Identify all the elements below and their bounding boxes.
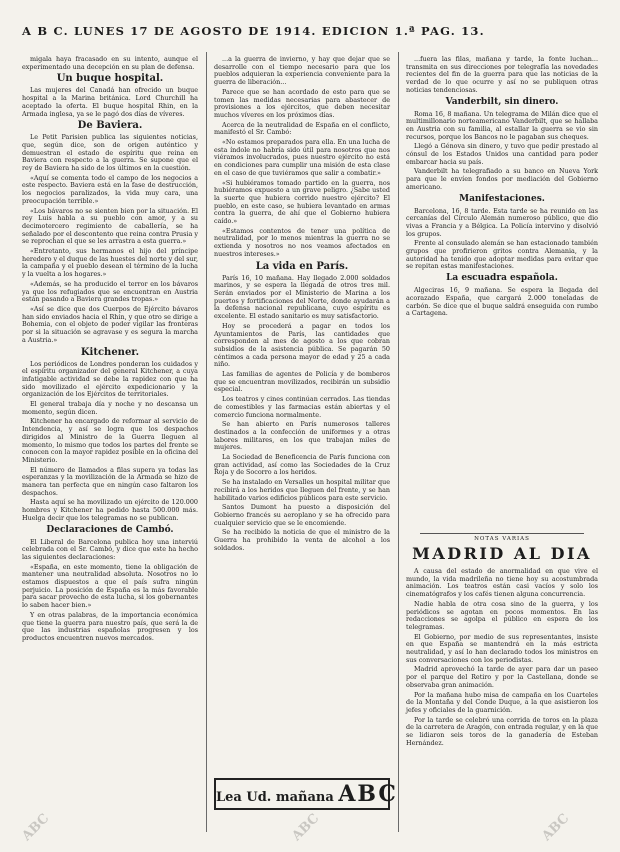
watermark: ABC [289, 810, 323, 845]
article-paragraph: Se han abierto en París numerosos talleres destinados a la confección de uniformes y a otras labores militares, en los que trabajan miles de mujeres. [214, 420, 390, 452]
article-paragraph: ...fuera las filas, mañana y tarde, la fonte luchan... transmita en sus direcciones por telegrafía las novedades recientes del fin de la guerra para que las noticias de la verdad de lo que ocurre y así no se publiquen otras noticias tendenciosas. [406, 55, 598, 94]
article-paragraph: Las familias de agentes de Policía y de bomberos que se encuentran movilizados, recibirán un subsidio especial. [214, 370, 390, 394]
section-heading: La escuadra española. [446, 273, 558, 284]
article-paragraph: Los periódicos de Londres ponderan los cuidados y el espíritu organizador del general Kitchener, a cuya infatigable actividad se debe la rapidez con que ha sido movilizado el ejército expedicionario y la organización de los Ejércitos de territoriales. [22, 359, 198, 399]
section-heading: Kitchener. [80, 346, 140, 358]
article-paragraph: Parece que se han acordado de esto para que se tomen las medidas necesarias para abastecer de provisiones a los ejércitos, que deben necesitar muchos víveres en los próximos días. [214, 87, 390, 119]
article-paragraph: Kitchener ha encargado de reformar al servicio de Intendencia, y así se logra que los despachos dirigidos al Ministro de la Guerra lleguen al momento, lo mismo que todos los partes del frente se conocen con la mayor rapidez posible en la oficina del Ministerio. [22, 417, 198, 464]
article-paragraph: Llegó a Génova sin dinero, y tuvo que pedir prestado al cónsul de los Estados Unidos una cantidad para poder embarcar hacia su país. [406, 142, 598, 166]
article-paragraph: Madrid aprovechó la tarde de ayer para dar un paseo por el parque del Retiro y por la Castellana, donde se observaba gran animación. [406, 665, 598, 689]
column-1 [22, 56, 198, 836]
article-paragraph: Acerca de la neutralidad de España en el conflicto, manifestó el Sr. Cambó: [214, 120, 390, 137]
article-paragraph: París 16, 10 mañana. Hay llegado 2.000 soldados marinos, y se espera la llegada de otros tres mil. Serán enviados por el Ministerio de Marina a los puertos y fortificaciones del Norte, donde ayudarán a la defensa nacional republicana, cuyo espíritu es excelente. El estado sanitario es muy satisfactorio. [214, 273, 390, 321]
article-paragraph: Se ha instalado en Versalles un hospital militar que recibirá a los heridos que lleguen del frente, y se han habilitado varios edificios públicos para este servicio. [214, 478, 390, 502]
article-paragraph: Roma 16, 8 mañana. Un telegrama de Milán dice que el multimillonario norteamericano Vanderbilt, que se hallaba en Austria con su familia, al estallar la guerra se vio sin recursos, porque los Bancos no le pagaban sus cheques. [406, 109, 598, 141]
section-heading: Un buque hospital. [56, 73, 164, 85]
watermark: ABC [19, 810, 53, 845]
article-paragraph: «Además, se ha producido el terror en los bávaros ya que los refugiados que se encuentran en Austria están pasando a Baviera grandes tropas.» [22, 279, 198, 304]
watermark: ABC [539, 810, 573, 845]
article-paragraph: «Si hubiéramos tomado partido en la guerra, nos hubiéramos expuesto a un grave peligro. ¿Sabe usted la suerte que hubiera corrido nuestro ejército? El pueblo, en este caso, se hubiera levantado en armas contra la guerra, de ahí que el Gobierno hubiera caído.» [214, 178, 390, 226]
madrid-column [406, 568, 598, 832]
article-paragraph: «Así se dice que dos Cuerpos de Ejército bávaros han sido enviados hacia el Rhin, y que otro se dirige a Bohemia, con el objeto de poder vigilar las fronteras por si la situación se agravase y es segura la marcha a Austria.» [22, 304, 198, 344]
section-heading: Vanderbilt, sin dinero. [445, 96, 559, 107]
article-paragraph: A causa del estado de anormalidad en que vive el mundo, la vida madrileña no tiene hoy su acostumbrada animación. Los teatros están casi vacíos y solo los cinematógrafos y los cafés tienen alguna concurrencia. [406, 567, 598, 599]
section-heading: Manifestaciones. [459, 193, 545, 204]
article-paragraph: Por la tarde se celebró una corrida de toros en la plaza de la carretera de Aragón, con entrada regular, y en la que se lidiaron seis toros de la ganadería de Esteban Hernández. [406, 715, 598, 747]
article-paragraph: Y en otras palabras, de la importancia económica que tiene la guerra para nuestro país, que será la de que las industrias españolas progresen y los productos encuentren nuevos mercados. [22, 610, 198, 642]
column-divider [398, 52, 399, 832]
column-divider [206, 52, 207, 832]
madrid-al-dia-title: MADRID AL DIA [412, 544, 592, 563]
page-header: A B C. LUNES 17 DE AGOSTO DE 1914. EDICION 1.ª PAG. 13. [22, 24, 485, 38]
article-paragraph: El general trabaja día y noche y no descansa un momento, según dicen. [22, 400, 198, 416]
ad-prefix: Lea Ud. mañana [216, 790, 334, 805]
section-label: NOTAS VARIAS [474, 536, 530, 542]
section-heading: De Baviera. [77, 120, 143, 132]
article-paragraph: «Aquí se comenta todo el campo de los negocios a este respecto. Baviera está en la fase de destrucción, los negocios paralizados, la vida muy cara, una preocupación terrible.» [22, 173, 198, 205]
article-paragraph: La Sociedad de Beneficencia de París funciona con gran actividad, así como las Sociedades de la Cruz Roja y de Socorro a los heridos. [214, 453, 390, 477]
article-paragraph: Le Petit Parisien publica las siguientes noticias, que, según dice, son de origen auténtico y demuestran el estado de espíritu que reina en Baviera con respecto a la guerra. Se supone que el rey de Baviera ha sido de los últimos en la cuestión. [22, 133, 198, 173]
article-paragraph: ...a la guerra de invierno, y hay que dejar que se desarrolle con el tiempo necesario para que los pueblos adquieran la experiencia conveniente para la guerra de liberación... [214, 55, 390, 87]
article-paragraph: «Los bávaros no se sienten bien por la situación. El rey Luis habla a su pueblo con amor, y a su decimotercero regimiento de caballería, se ha señalado por el descontento que reina contra Prusia y se reprochan el que se les arrastra a esta guerra.» [22, 206, 198, 246]
article-paragraph: Barcelona, 16, 8 tarde. Esta tarde se ha reunido en las cercanías del Círculo Alemán numeroso público, que dio vivas a Francia y a Bélgica. La Policía intervino y disolvió los grupos. [406, 206, 598, 238]
article-paragraph: «No estamos preparados para ella. En una lucha de esta índole no habría sido útil para nosotros que nos viéramos involucrados, pues nuestro ejército no está en condiciones para cumplir una misión de esta clase en el caso de que tuviéramos que salir a combatir.» [214, 138, 390, 177]
article-paragraph: Hasta aquí se ha movilizado un ejército de 120.000 hombres y Kitchener ha pedido hasta 500.000 más. Huelga decir que los telegramas no se publican. [22, 498, 198, 522]
article-paragraph: «Entretanto, sus hermanos el hijo del príncipe heredero y el duque de las huestes del norte y del sur, la campaña y el pueblo desean el término de la lucha y la vuelta a los hogares.» [22, 247, 199, 279]
article-paragraph: Nadie habla de otra cosa sino de la guerra, y los periódicos se agotan en pocos momentos. En las redacciones se agolpa el público en espera de los telegramas. [406, 599, 598, 631]
article-paragraph: Hoy se procederá a pagar en todos los Ayuntamientos de París, las cantidades que corresponden al mes de agosto a los que cobran subsidios de la asistencia pública. Se pagarán 50 céntimos a cada persona mayor de edad y 25 a cada niño. [214, 321, 390, 369]
section-heading: Declaraciones de Cambó. [46, 524, 174, 535]
article-paragraph: Vanderbilt ha telegrafiado a su banco en Nueva York para que le envíen fondos por mediación del Gobierno americano. [406, 167, 598, 191]
article-paragraph: Frente al consulado alemán se han estacionado también grupos que profirieron gritos contra Alemania, y la autoridad ha tenido que adoptar medidas para evitar que se repitan estas manifestaciones. [406, 239, 598, 271]
article-paragraph: El Liberal de Barcelona publica hoy una interviú celebrada con el Sr. Cambó, y dice que este ha hecho las siguientes declaraciones: [22, 537, 198, 561]
intro-paragraph: migala haya fracasado en su intento, aunque el experimentado una decepción en su plan de defensa. [22, 55, 198, 71]
ad-brand-logo: ABC [338, 781, 398, 807]
section-heading: La vida en París. [255, 260, 349, 272]
divider-line [420, 533, 584, 534]
article-paragraph: El Gobierno, por medio de sus representantes, insiste en que España se mantendrá en la más estricta neutralidad, y así lo han declarado todos los ministros en sus conversaciones con los periodistas. [406, 632, 598, 664]
article-paragraph: «España, en este momento, tiene la obligación de mantener una neutralidad absoluta. Nosotros no lo estamos dispuestos a que el país sufra ningún perjuicio. La posición de España es la más favorable para sacar provecho de esta lucha, si los gobernantes lo saben hacer bien.» [22, 562, 198, 610]
advertisement-box [214, 778, 398, 810]
column-3 [406, 56, 598, 530]
article-paragraph: El número de llamados a filas supera ya todas las esperanzas y la movilización de la Armada se hizo de manera tan perfecta que en ningún caso faltaron los despachos. [22, 465, 198, 497]
article-paragraph: «Estamos contentos de tener una política de neutralidad, por lo menos mientras la guerra no se extienda y nosotros no nos veamos afectados en nuestros intereses.» [214, 226, 390, 258]
article-paragraph: Los teatros y cines continúan cerrados. Las tiendas de comestibles y las farmacias están abiertas y el comercio funciona normalmente. [214, 395, 390, 419]
article-paragraph: Algeciras 16, 9 mañana. Se espera la llegada del acorazado España, que cargará 2.000 toneladas de carbón. Se dice que el buque saldrá enseguida con rumbo a Cartagena. [406, 286, 598, 318]
article-paragraph: Las mujeres del Canadá han ofrecido un buque hospital a la Marina británica. Lord Churchill ha aceptado la oferta. El buque hospital Rhin, en la Armada inglesa, ya se le pagó dos días de víveres. [22, 86, 198, 118]
column-2 [214, 56, 390, 772]
article-paragraph: Se ha recibido la noticia de que el ministro de la Guerra ha prohibido la venta de alcohol a los soldados. [214, 528, 390, 552]
article-paragraph: Por la mañana hubo misa de campaña en los Cuarteles de la Montaña y del Conde Duque, a la que asistieron los jefes y oficiales de la guarnición. [406, 690, 598, 714]
article-paragraph: Santos Dumont ha puesto a disposición del Gobierno francés su aeroplano y se ha ofrecido para cualquier servicio que se le encomiende. [214, 503, 390, 527]
